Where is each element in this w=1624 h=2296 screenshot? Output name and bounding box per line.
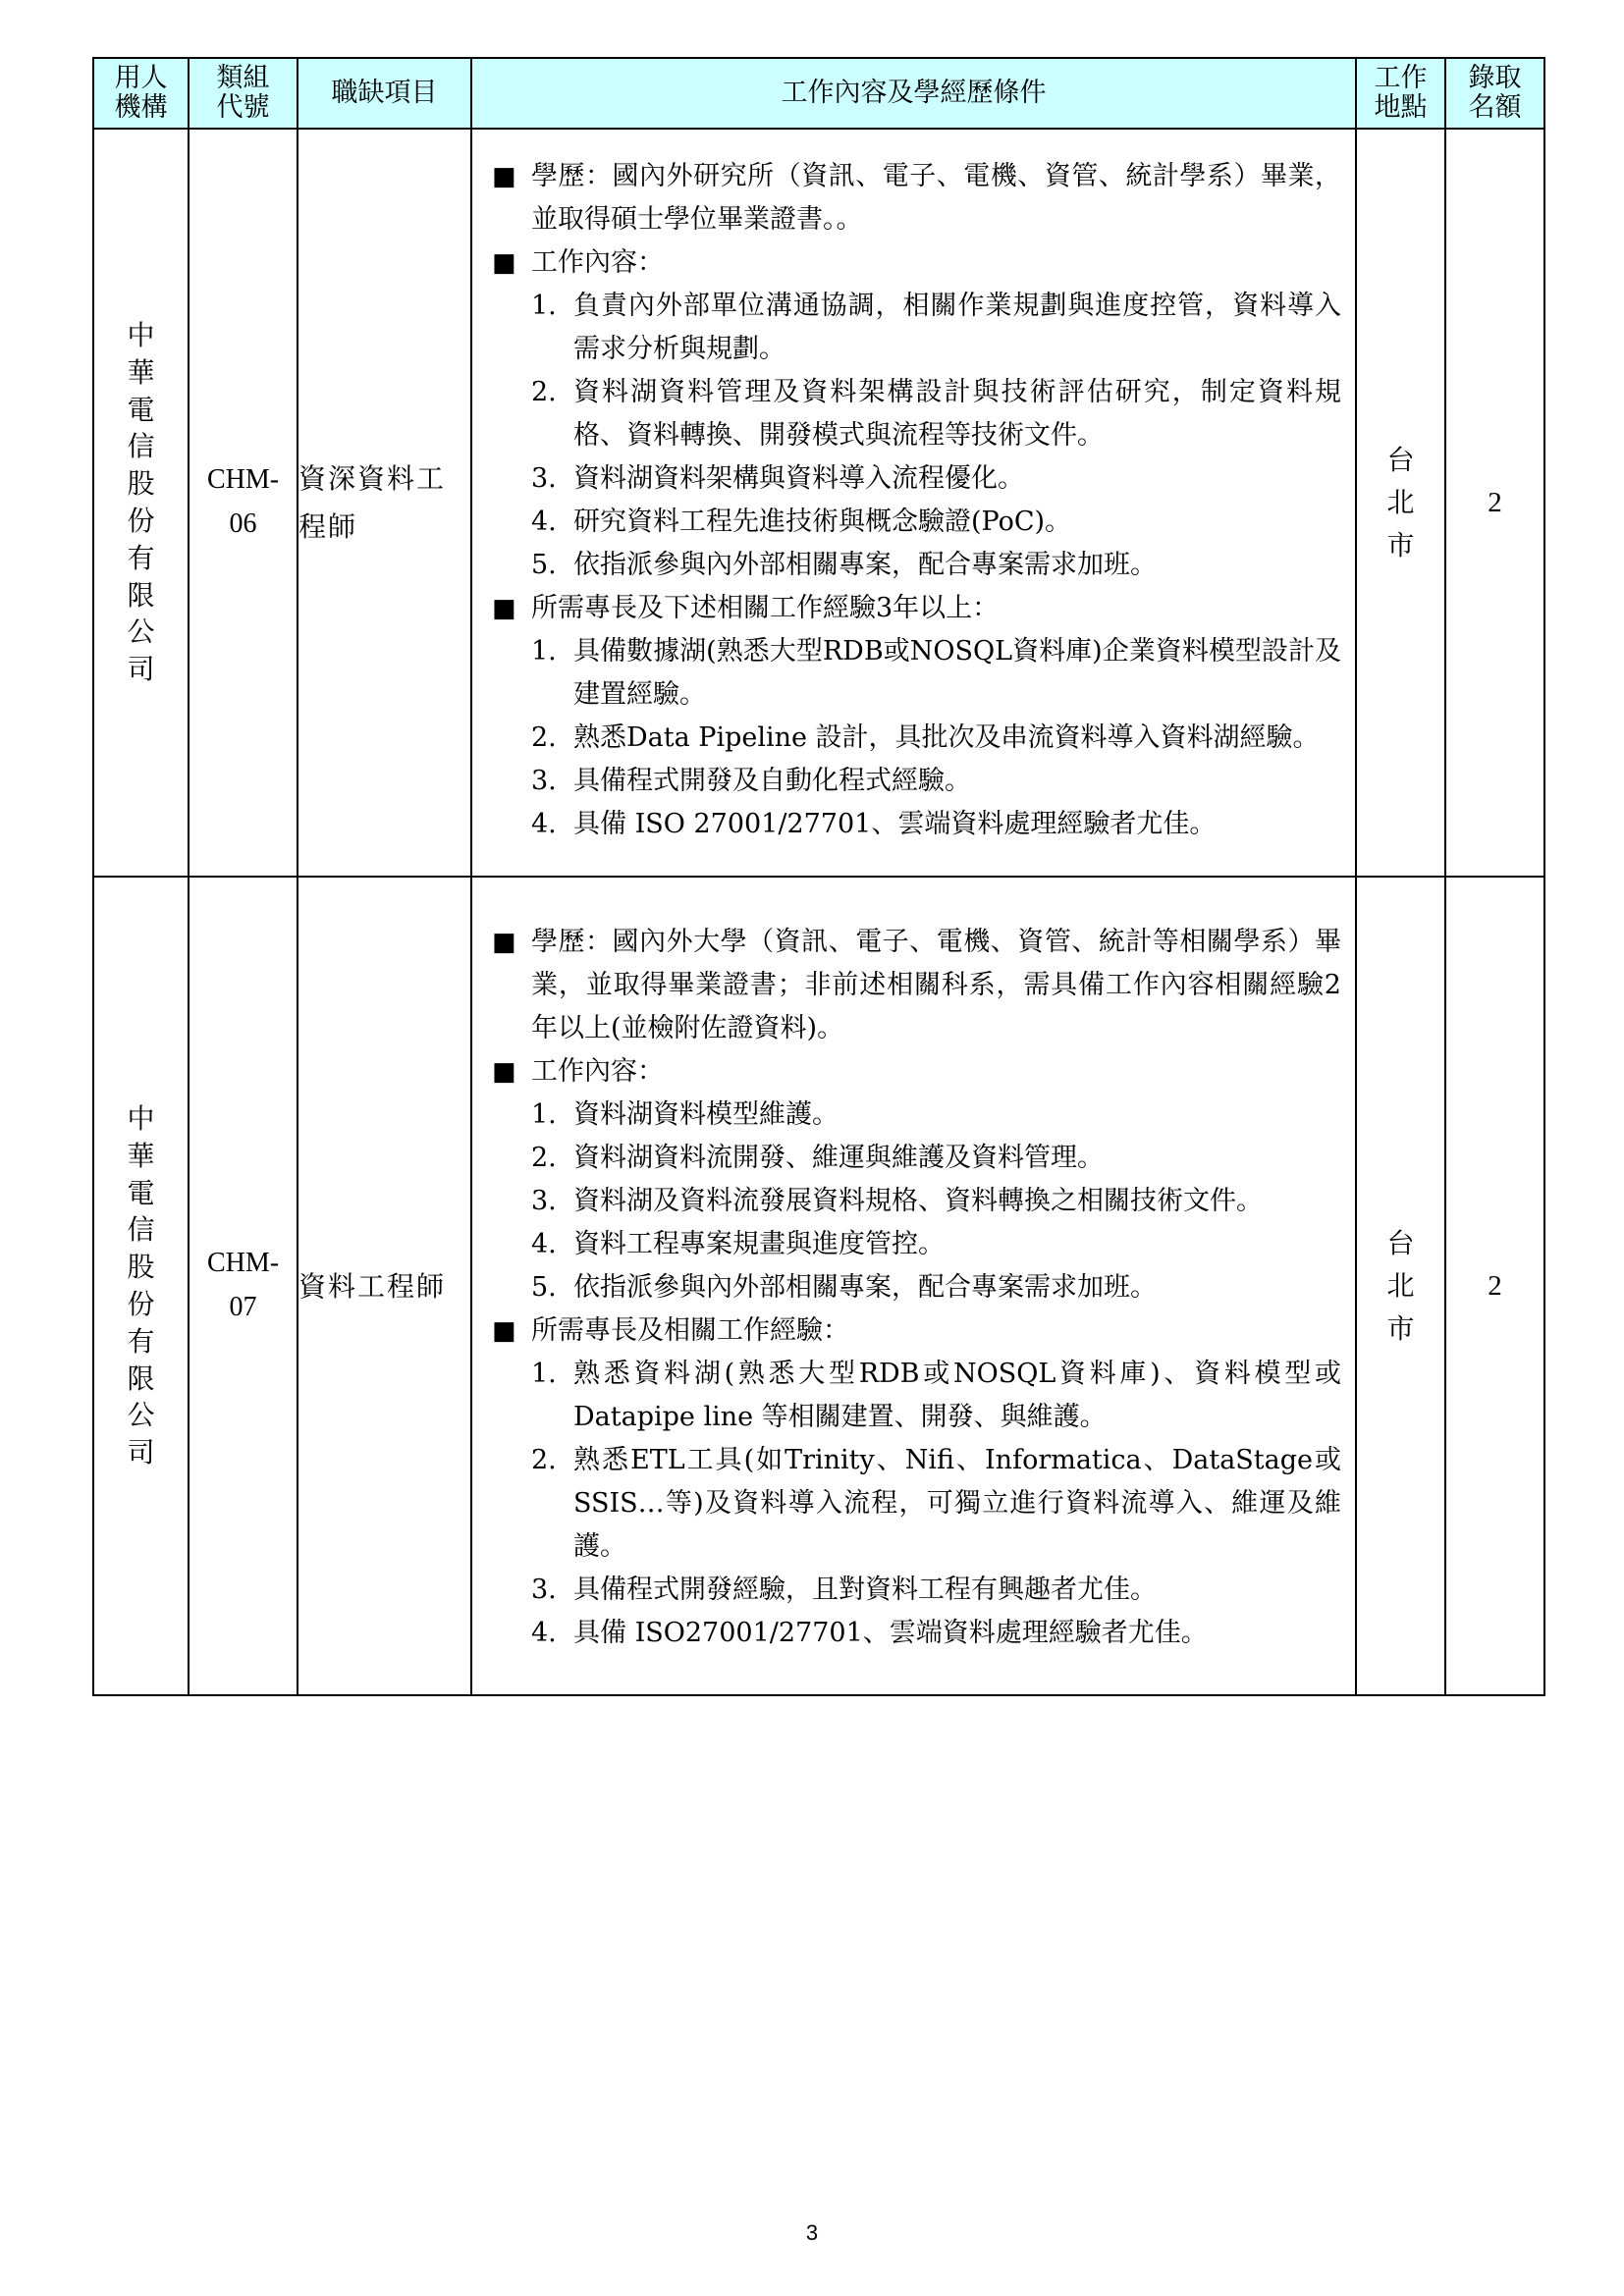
list-item: 5. 依指派參與內外部相關專案，配合專案需求加班。 — [531, 1272, 1157, 1303]
bullet-square-icon: ■ — [492, 1057, 516, 1087]
table-row — [93, 129, 1544, 877]
list-item: 2. 熟悉Data Pipeline 設計，具批次及串流資料導入資料湖經驗。 — [531, 722, 1320, 753]
header-org: 用人 機構 — [93, 58, 189, 129]
header-quota: 錄取 名額 — [1445, 58, 1544, 129]
duties-section — [492, 1050, 1341, 1094]
list-item: 1. 熟悉資料湖(熟悉大型RDB或NOSQL資料庫)、資料模型或 Datapipe line 等相關建置、開發、與維護。 — [531, 1359, 1341, 1432]
list-item: 3. 具備程式開發及自動化程式經驗。 — [531, 766, 971, 796]
education-text: 學歷：國內外研究所（資訊、電子、電機、資管、統計學系）畢業，並取得碩士學位畢業證書。。 — [531, 161, 1341, 235]
table-header-row — [93, 58, 1544, 129]
education-text: 學歷：國內外大學（資訊、電子、電機、資管、統計等相關學系）畢業，並取得畢業證書；非前述相關科系，需具備工作內容相關經驗2年以上(並檢附佐證資料)。 — [531, 927, 1341, 1043]
list-item: 3. 具備程式開發經驗，且對資料工程有興趣者尤佳。 — [531, 1575, 1157, 1605]
job-content-cell — [471, 129, 1356, 877]
quota-cell: 2 — [1445, 877, 1544, 1695]
education-section — [492, 921, 1341, 1050]
list-item: 5. 依指派參與內外部相關專案，配合專案需求加班。 — [531, 550, 1157, 580]
bullet-square-icon: ■ — [492, 594, 516, 623]
list-item: 4. 研究資料工程先進技術與概念驗證(PoC)。 — [531, 507, 1072, 537]
list-item: 2. 熟悉ETL工具(如Trinity、Nifi、Informatica、DataStage或SSIS…等)及資料導入流程，可獨立進行資料流導入、維運及維護。 — [531, 1445, 1342, 1562]
list-item: 2. 資料湖資料管理及資料架構設計與技術評估研究，制定資料規格、資料轉換、開發模式與流程等技術文件。 — [531, 377, 1341, 451]
education-section — [492, 155, 1341, 241]
job-openings-table — [92, 57, 1545, 1696]
job-content-cell — [471, 877, 1356, 1695]
list-item: 3. 資料湖及資料流發展資料規格、資料轉換之相關技術文件。 — [531, 1186, 1263, 1216]
requirements-section — [492, 1309, 1341, 1353]
org-cell: 中 華 電 信 股 份 有 限 公 司 — [93, 877, 189, 1695]
bullet-square-icon: ■ — [492, 928, 516, 957]
code-cell: CHM- 06 — [189, 129, 298, 877]
location-cell: 台 北 市 — [1356, 877, 1445, 1695]
header-code: 類組 代號 — [189, 58, 298, 129]
duties-heading: 工作內容： — [531, 1056, 664, 1087]
requirements-section — [492, 587, 1341, 630]
position-title: 資料工程師 — [298, 877, 471, 1695]
duties-section — [492, 241, 1341, 285]
bullet-square-icon: ■ — [492, 248, 516, 278]
org-cell: 中 華 電 信 股 份 有 限 公 司 — [93, 129, 189, 877]
header-location: 工作 地點 — [1356, 58, 1445, 129]
list-item: 4. 具備 ISO27001/27701、雲端資料處理經驗者尤佳。 — [531, 1618, 1208, 1648]
code-cell: CHM- 07 — [189, 877, 298, 1695]
location-cell: 台 北 市 — [1356, 129, 1445, 877]
duties-heading: 工作內容： — [531, 247, 664, 278]
list-item: 2. 資料湖資料流開發、維運與維護及資料管理。 — [531, 1143, 1104, 1173]
quota-cell: 2 — [1445, 129, 1544, 877]
header-content: 工作內容及學經歷條件 — [471, 58, 1356, 129]
table-row — [93, 877, 1544, 1695]
position-title: 資深資料工程師 — [298, 129, 471, 877]
list-item: 1. 具備數據湖(熟悉大型RDB或NOSQL資料庫)企業資料模型設計及建置經驗。 — [531, 636, 1341, 710]
list-item: 4. 資料工程專案規畫與進度管控。 — [531, 1229, 945, 1259]
requirements-heading: 所需專長及下述相關工作經驗3年以上： — [531, 593, 1000, 623]
list-item: 3. 資料湖資料架構與資料導入流程優化。 — [531, 463, 1024, 494]
bullet-square-icon: ■ — [492, 162, 516, 191]
list-item: 1. 資料湖資料模型維護。 — [531, 1099, 839, 1130]
list-item: 4. 具備 ISO 27001/27701、雲端資料處理經驗者尤佳。 — [531, 809, 1217, 839]
bullet-square-icon: ■ — [492, 1316, 516, 1346]
list-item: 1. 負責內外部單位溝通協調，相關作業規劃與進度控管，資料導入需求分析與規劃。 — [531, 291, 1341, 364]
header-position: 職缺項目 — [298, 58, 471, 129]
page-number: 3 — [805, 2220, 819, 2245]
requirements-heading: 所需專長及相關工作經驗： — [531, 1315, 849, 1346]
